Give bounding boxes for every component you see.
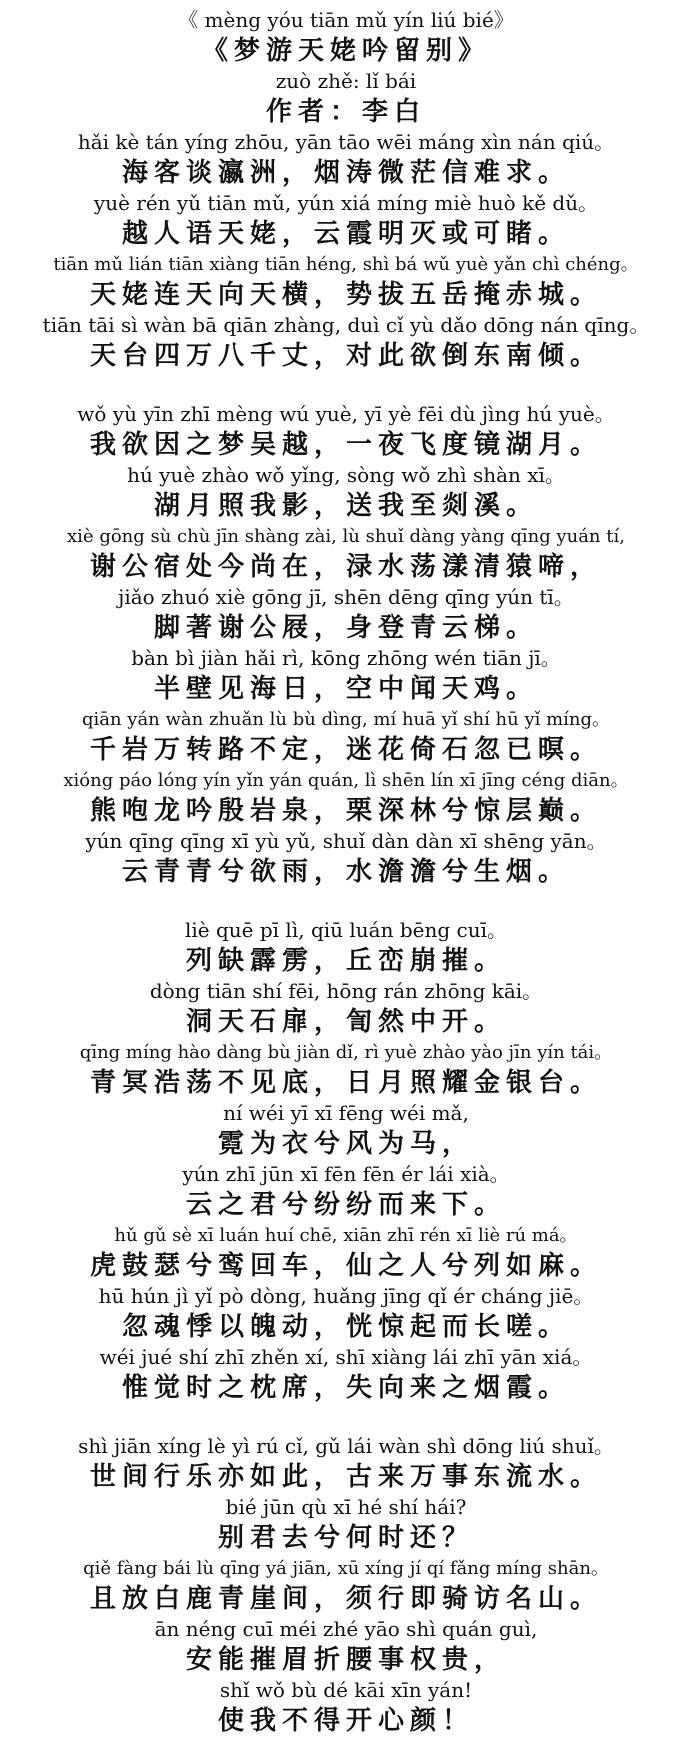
- line-hanzi: 青冥浩荡不见底，日月照耀金银台。: [89, 1068, 602, 1098]
- stanza-divider: [0, 888, 692, 916]
- line-pinyin: qīng míng hào dàng bù jiàn dǐ, rì yuè zhào yào jīn yín tái。: [79, 1042, 613, 1063]
- line-pinyin: shì jiān xíng lè yì rú cǐ, gǔ lái wàn shì dōng liú shuǐ。: [78, 1434, 614, 1458]
- line-hanzi: 千岩万转路不定，迷花倚石忽已暝。: [89, 735, 602, 765]
- line-pinyin: yuè rén yǔ tiān mǔ, yún xiá míng miè huò kě dǔ。: [93, 191, 599, 215]
- line-pinyin: tiān mǔ lián tiān xiàng tiān héng, shì bá wǔ yuè yǎn chì chéng。: [53, 254, 639, 275]
- line-hanzi: 霓为衣兮风为马，: [217, 1129, 474, 1159]
- line-hanzi: 安能摧眉折腰事权贵，: [185, 1645, 506, 1675]
- line-hanzi: 列缺霹雳，丘峦崩摧。: [185, 946, 506, 976]
- line-pinyin: tiān tāi sì wàn bā qiān zhàng, duì cǐ yù dǎo dōng nán qīng。: [42, 313, 650, 337]
- poem-header: [0, 6, 692, 128]
- author-hanzi: 作者：李白: [265, 97, 426, 127]
- line-pinyin: hǔ gǔ sè xī luán huí chē, xiān zhī rén xī liè rú má。: [114, 1225, 578, 1246]
- stanza-3: [0, 916, 692, 1404]
- line-hanzi: 虎鼓瑟兮鸾回车，仙之人兮列如麻。: [89, 1251, 602, 1281]
- line-hanzi: 半壁见海日，空中闻天鸡。: [153, 674, 538, 704]
- line-hanzi: 我欲因之梦吴越，一夜飞度镜湖月。: [89, 430, 602, 460]
- line-hanzi: 谢公宿处今尚在，渌水荡漾清猿啼，: [89, 552, 602, 582]
- line-pinyin: dòng tiān shí fēi, hōng rán zhōng kāi。: [149, 979, 543, 1003]
- line-hanzi: 越人语天姥，云霞明灭或可睹。: [121, 219, 570, 249]
- line-hanzi: 洞天石扉，訇然中开。: [185, 1007, 506, 1037]
- line-hanzi: 忽魂悸以魄动，恍惊起而长嗟。: [121, 1312, 570, 1342]
- line-pinyin: hú yuè zhào wǒ yǐng, sòng wǒ zhì shàn xī。: [127, 463, 565, 487]
- line-pinyin: yún zhī jūn xī fēn fēn ér lái xià。: [182, 1162, 510, 1186]
- line-hanzi: 熊咆龙吟殷岩泉，栗深林兮惊层巅。: [89, 796, 602, 826]
- line-pinyin: wǒ yù yīn zhī mèng wú yuè, yī yè fēi dù jìng hú yuè。: [77, 402, 615, 426]
- line-hanzi: 天姥连天向天横，势拔五岳掩赤城。: [89, 280, 602, 310]
- line-hanzi: 别君去兮何时还？: [217, 1523, 474, 1553]
- line-pinyin: hū hún jì yǐ pò dòng, huǎng jīng qǐ ér cháng jiē。: [98, 1284, 594, 1308]
- stanza-divider: [0, 1404, 692, 1432]
- title-hanzi: 《梦游天姥吟留别》: [201, 36, 490, 66]
- line-hanzi: 使我不得开心颜！: [217, 1706, 474, 1736]
- stanza-4: [0, 1432, 692, 1737]
- line-pinyin: qiān yán wàn zhuǎn lù bù dìng, mí huā yǐ shí hū yǐ míng。: [81, 709, 611, 730]
- line-pinyin: liè quē pī lì, qiū luán bēng cuī。: [185, 918, 507, 942]
- line-pinyin: wéi jué shí zhī zhěn xí, shī xiàng lái zhī yān xiá。: [99, 1345, 593, 1369]
- stanza-2: [0, 400, 692, 888]
- line-hanzi: 海客谈瀛洲，烟涛微茫信难求。: [121, 158, 570, 188]
- line-pinyin: bié jūn qù xī hé shí hái?: [225, 1495, 467, 1519]
- line-pinyin: bàn bì jiàn hǎi rì, kōng zhōng wén tiān jī。: [131, 646, 561, 670]
- author-pinyin: zuò zhě: lǐ bái: [275, 69, 417, 93]
- line-hanzi: 云青青兮欲雨，水澹澹兮生烟。: [121, 857, 570, 887]
- line-hanzi: 湖月照我影，送我至剡溪。: [153, 491, 538, 521]
- line-hanzi: 脚著谢公屐，身登青云梯。: [153, 613, 538, 643]
- stanza-divider: [0, 372, 692, 400]
- stanza-1: [0, 128, 692, 372]
- line-pinyin: qiě fàng bái lù qīng yá jiān, xū xíng jí qí fǎng míng shān。: [83, 1558, 609, 1579]
- line-pinyin: yún qīng qīng xī yù yǔ, shuǐ dàn dàn xī shēng yān。: [85, 829, 607, 853]
- line-pinyin: jiǎo zhuó xiè gōng jī, shēn dēng qīng yún tī。: [118, 585, 574, 609]
- line-hanzi: 惟觉时之枕席，失向来之烟霞。: [121, 1373, 570, 1403]
- line-hanzi: 且放白鹿青崖间，须行即骑访名山。: [89, 1584, 602, 1614]
- line-pinyin: ān néng cuī méi zhé yāo shì quán guì,: [154, 1617, 538, 1641]
- line-pinyin: hǎi kè tán yíng zhōu, yān tāo wēi máng xìn nán qiú。: [77, 130, 615, 154]
- line-hanzi: 云之君兮纷纷而来下。: [185, 1190, 506, 1220]
- line-hanzi: 天台四万八千丈，对此欲倒东南倾。: [89, 341, 602, 371]
- line-pinyin: ní wéi yī xī fēng wéi mǎ,: [223, 1101, 469, 1125]
- line-pinyin: xiè gōng sù chù jīn shàng zài, lù shuǐ dàng yàng qīng yuán tí,: [67, 526, 625, 547]
- line-hanzi: 世间行乐亦如此，古来万事东流水。: [89, 1462, 602, 1492]
- line-pinyin: shǐ wǒ bù dé kāi xīn yán!: [219, 1678, 473, 1702]
- line-pinyin: xióng páo lóng yín yǐn yán quán, lì shēn lín xī jīng céng diān。: [63, 770, 629, 791]
- title-pinyin: 《 mèng yóu tiān mǔ yín liú bié》: [178, 8, 514, 32]
